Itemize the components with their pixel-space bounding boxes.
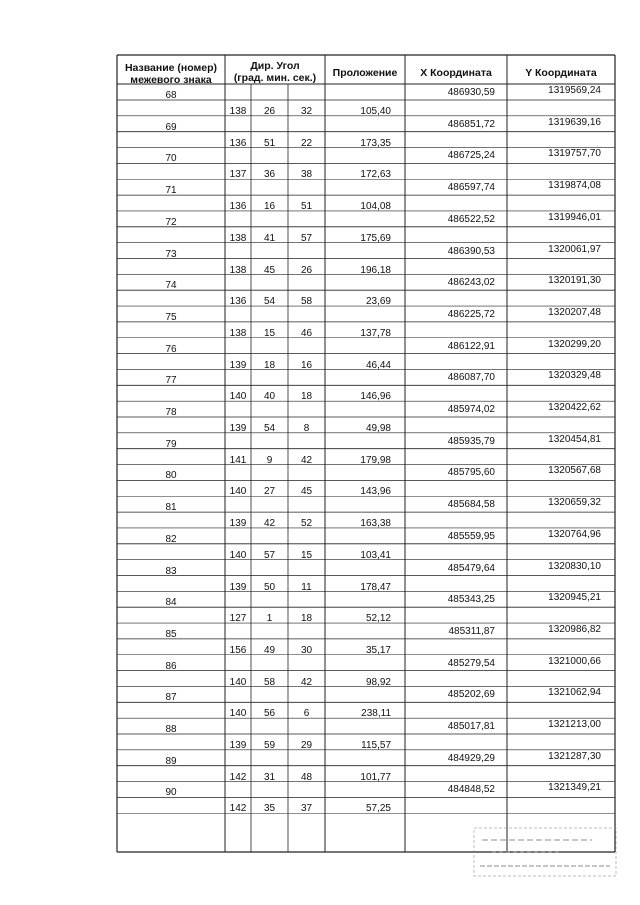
y-coordinate: 1320659,32: [548, 497, 601, 509]
angle-degrees: 156: [229, 644, 247, 656]
angle-degrees: 138: [229, 264, 247, 276]
distance-value: 101,77: [360, 771, 391, 783]
point-name: 68: [165, 90, 177, 101]
angle-degrees: 140: [229, 676, 247, 688]
x-coordinate: 486930,59: [447, 87, 495, 98]
x-coordinate: 485684,58: [447, 499, 495, 511]
header-dir-angle-text: Дир. Угол (град. мин. сек.): [233, 60, 317, 84]
angle-minutes: 56: [263, 708, 276, 720]
x-coordinate: 485311,87: [448, 625, 495, 637]
angle-degrees: 140: [229, 549, 247, 561]
header-x: [405, 67, 507, 79]
angle-degrees: 136: [229, 137, 247, 149]
distance-value: 172,63: [360, 169, 391, 181]
y-coordinate: 1320061,97: [548, 243, 601, 255]
angle-minutes: 18: [263, 359, 276, 371]
y-coordinate: 1319946,01: [548, 211, 601, 223]
angle-minutes: 49: [263, 644, 276, 656]
angle-degrees: 127: [229, 613, 247, 625]
point-name: 89: [165, 755, 177, 767]
y-coordinate: 1320945,21: [548, 592, 601, 604]
y-coordinate: 1319874,08: [548, 180, 601, 192]
header-x-text: X Координата: [420, 67, 492, 79]
angle-minutes: 40: [263, 391, 276, 403]
angle-seconds: 45: [300, 486, 313, 498]
angle-degrees: 138: [229, 232, 247, 244]
angle-seconds: 26: [300, 264, 313, 276]
angle-minutes: 51: [263, 137, 276, 149]
point-name: 76: [165, 343, 177, 355]
angle-seconds: 46: [300, 327, 313, 339]
distance-value: 49,98: [365, 423, 391, 434]
point-name: 79: [165, 438, 177, 450]
y-coordinate: 1319639,16: [548, 116, 601, 128]
point-name: 71: [165, 185, 177, 197]
angle-degrees: 141: [229, 454, 247, 466]
distance-value: 137,78: [360, 327, 391, 339]
angle-seconds: 37: [300, 803, 313, 815]
angle-seconds: 6: [303, 708, 310, 720]
header-mark-name: [117, 62, 225, 86]
angle-seconds: 18: [300, 391, 313, 403]
x-coordinate: 486597,74: [447, 182, 495, 194]
x-coordinate: 485202,69: [447, 689, 495, 701]
angle-degrees: 139: [229, 740, 247, 751]
x-coordinate: 485974,02: [447, 404, 495, 415]
x-coordinate: 486122,91: [447, 340, 495, 352]
angle-minutes: 1: [266, 613, 273, 625]
angle-degrees: 139: [229, 581, 247, 593]
angle-minutes: 50: [263, 581, 276, 593]
x-coordinate: 486725,24: [447, 150, 495, 162]
angle-minutes: 59: [263, 740, 276, 751]
y-coordinate: 1321287,30: [548, 750, 601, 762]
y-coordinate: 1320299,20: [548, 338, 601, 350]
distance-value: 52,12: [365, 613, 391, 625]
y-coordinate: 1320454,81: [548, 433, 601, 445]
angle-seconds: 32: [300, 106, 313, 117]
angle-minutes: 16: [263, 201, 276, 213]
angle-minutes: 54: [263, 296, 276, 308]
point-name: 81: [165, 502, 177, 514]
angle-seconds: 38: [300, 169, 313, 181]
angle-seconds: 15: [300, 549, 313, 561]
angle-minutes: 54: [263, 423, 276, 434]
header-y: [507, 67, 615, 79]
angle-minutes: 57: [263, 549, 276, 561]
distance-value: 178,47: [360, 581, 391, 593]
distance-value: 35,17: [365, 644, 391, 656]
x-coordinate: 485279,54: [447, 657, 495, 669]
y-coordinate: 1320329,48: [548, 370, 601, 382]
y-coordinate: 1320207,48: [548, 306, 601, 318]
point-name: 77: [165, 375, 177, 387]
angle-seconds: 11: [301, 581, 312, 593]
angle-degrees: 139: [229, 423, 247, 434]
x-coordinate: 485559,95: [447, 530, 495, 542]
angle-seconds: 58: [300, 296, 313, 308]
point-name: 83: [165, 565, 177, 577]
angle-minutes: 35: [263, 803, 276, 815]
x-coordinate: 486225,72: [447, 308, 495, 320]
point-name: 70: [165, 153, 177, 165]
angle-minutes: 41: [263, 232, 276, 244]
angle-minutes: 27: [263, 486, 276, 498]
angle-minutes: 45: [263, 264, 276, 276]
distance-value: 173,35: [360, 137, 391, 149]
point-name: 74: [165, 280, 177, 292]
point-name: 84: [165, 597, 177, 609]
point-name: 72: [165, 216, 177, 228]
y-coordinate: 1320191,30: [548, 275, 601, 287]
header-mark-name-text: Название (номер) межевого знака: [124, 62, 218, 86]
distance-value: 163,38: [360, 518, 391, 530]
y-coordinate: 1320830,10: [548, 560, 601, 572]
y-coordinate: 1321213,00: [548, 719, 601, 730]
angle-minutes: 31: [263, 771, 276, 783]
point-name: 69: [165, 121, 177, 133]
distance-value: 175,69: [360, 232, 391, 244]
point-name: 88: [165, 724, 177, 735]
point-name: 80: [165, 470, 177, 482]
distance-value: 238,11: [361, 708, 391, 720]
point-name: 86: [165, 660, 177, 672]
point-name: 87: [165, 692, 177, 704]
x-coordinate: 486390,53: [447, 245, 495, 257]
x-coordinate: 484929,29: [447, 752, 495, 764]
angle-seconds: 18: [300, 613, 313, 625]
angle-seconds: 57: [300, 232, 313, 244]
angle-seconds: 52: [300, 518, 313, 530]
angle-seconds: 42: [300, 676, 313, 688]
angle-seconds: 48: [300, 771, 313, 783]
point-name: 82: [165, 533, 177, 545]
y-coordinate: 1321000,66: [548, 655, 601, 667]
angle-minutes: 15: [263, 327, 276, 339]
x-coordinate: 485479,64: [447, 562, 495, 574]
distance-value: 23,69: [365, 296, 391, 308]
header-y-text: Y Координата: [525, 67, 597, 79]
point-name: 78: [165, 407, 177, 418]
angle-degrees: 142: [229, 803, 247, 815]
angle-degrees: 139: [229, 359, 247, 371]
angle-minutes: 36: [263, 169, 276, 181]
point-name: 73: [165, 248, 177, 260]
distance-value: 57,25: [365, 803, 391, 815]
angle-seconds: 29: [300, 740, 313, 751]
distance-value: 103,41: [360, 549, 391, 561]
angle-seconds: 30: [300, 644, 313, 656]
y-coordinate: 1321062,94: [548, 687, 601, 699]
x-coordinate: 485935,79: [447, 435, 495, 447]
distance-value: 196,18: [360, 264, 391, 276]
distance-value: 104,08: [360, 201, 391, 213]
distance-value: 146,96: [360, 391, 391, 403]
angle-minutes: 26: [263, 106, 276, 117]
y-coordinate: 1320422,62: [548, 402, 601, 413]
distance-value: 179,98: [360, 454, 391, 466]
angle-seconds: 51: [300, 201, 313, 213]
x-coordinate: 486851,72: [447, 118, 495, 130]
x-coordinate: 486522,52: [447, 213, 495, 225]
y-coordinate: 1321349,21: [548, 782, 601, 794]
y-coordinate: 1320567,68: [548, 465, 601, 477]
angle-seconds: 16: [300, 359, 313, 371]
header-distance-text: Проложение: [332, 67, 398, 79]
x-coordinate: 484848,52: [447, 784, 495, 796]
angle-degrees: 136: [229, 296, 247, 308]
angle-seconds: 22: [300, 137, 313, 149]
x-coordinate: 485795,60: [447, 467, 495, 479]
distance-value: 115,57: [361, 740, 391, 751]
header-dir-angle: [225, 60, 325, 84]
header-distance: [325, 67, 405, 79]
angle-minutes: 58: [263, 676, 276, 688]
point-name: 85: [165, 628, 177, 640]
angle-degrees: 138: [229, 106, 247, 117]
x-coordinate: 485343,25: [447, 594, 495, 606]
distance-value: 143,96: [360, 486, 391, 498]
angle-degrees: 138: [229, 327, 247, 339]
distance-value: 46,44: [365, 359, 391, 371]
angle-degrees: 140: [229, 708, 247, 720]
angle-minutes: 9: [266, 454, 273, 466]
point-name: 90: [165, 787, 177, 799]
y-coordinate: 1319757,70: [548, 148, 601, 160]
x-coordinate: 486087,70: [447, 372, 495, 384]
y-coordinate: 1320764,96: [548, 528, 601, 540]
point-name: 75: [165, 311, 177, 323]
distance-value: 105,40: [360, 106, 391, 117]
distance-value: 98,92: [365, 676, 391, 688]
angle-seconds: 8: [303, 423, 310, 434]
angle-degrees: 136: [229, 201, 247, 213]
angle-degrees: 140: [229, 486, 247, 498]
faded-stamp: [472, 826, 618, 878]
y-coordinate: 1320986,82: [548, 623, 601, 635]
y-coordinate: 1319569,24: [548, 85, 601, 96]
x-coordinate: 486243,02: [447, 277, 495, 289]
angle-degrees: 140: [229, 391, 247, 403]
x-coordinate: 485017,81: [447, 721, 495, 732]
angle-degrees: 137: [229, 169, 247, 181]
angle-minutes: 42: [263, 518, 276, 530]
angle-degrees: 139: [229, 518, 247, 530]
angle-seconds: 42: [300, 454, 313, 466]
angle-degrees: 142: [229, 771, 247, 783]
